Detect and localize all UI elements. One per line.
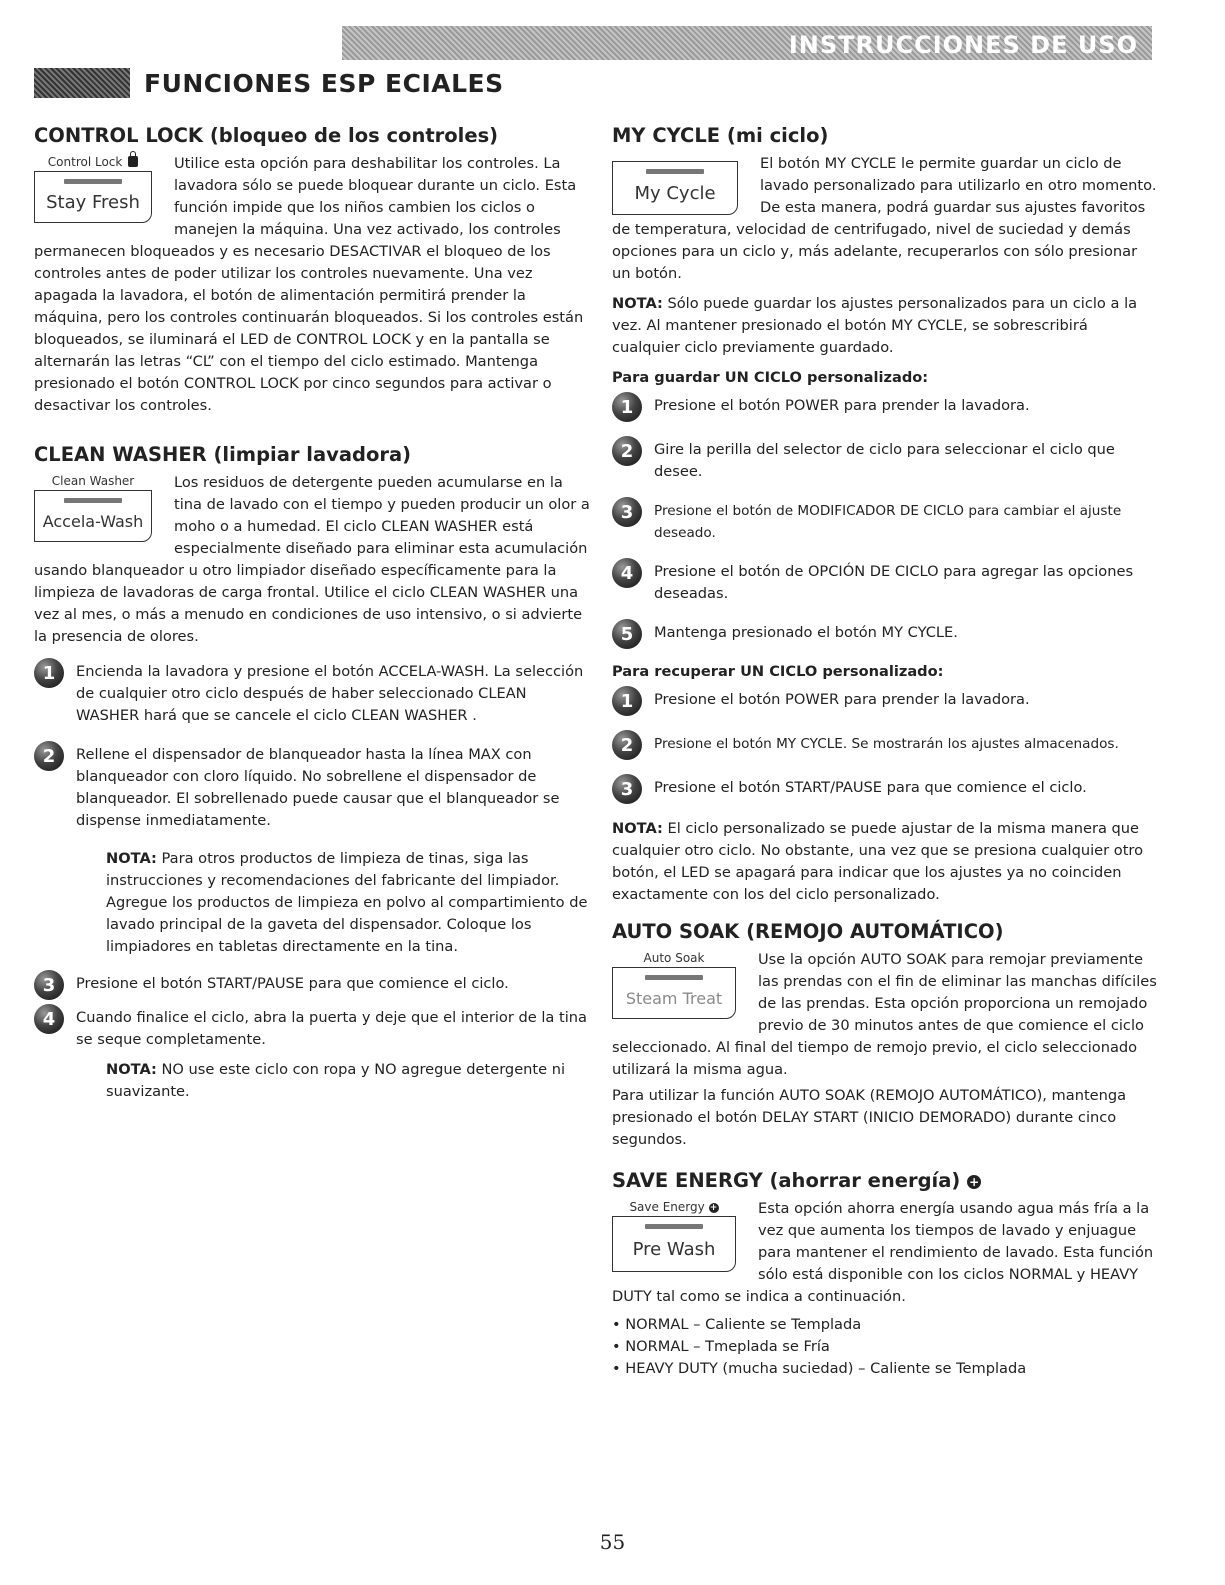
list-item: 3 Presione el botón de MODIFICADOR DE CICLO para cambiar el ajuste deseado. (612, 497, 1160, 544)
save-cycle-steps (612, 392, 1160, 649)
list-item: 1 Presione el botón POWER para prender la lavadora. (612, 686, 1160, 716)
auto-soak-text: Use la opción AUTO SOAK para remojar previamente las prendas con el fin de eliminar las manchas difíciles de las prendas. Esta opción proporciona un remojado previo de 30 minutos antes de que comience el ciclo seleccionado. Al final del tiempo de remojo previo, el ciclo seleccionado utilizará la misma agua. (612, 951, 1157, 1078)
control-lock-panel (34, 153, 152, 223)
save-energy-heading: SAVE ENERGY (ahorrar energía) + (612, 1169, 980, 1192)
recall-cycle-steps (612, 686, 1160, 804)
clean-washer-note-2: NOTA: NO use este ciclo con ropa y NO agregue detergente ni suavizante. (106, 1061, 566, 1100)
save-energy-text: Esta opción ahorra energía usando agua más fría a la vez que aumenta los tiempos de lavado y enjuague para mantener el rendimiento de lavado. Esta función sólo está disponible con los ciclos NORMAL y HEAVY DUTY tal como se indica a continuación. (612, 1200, 1154, 1305)
my-cycle-button[interactable]: My Cycle (612, 161, 738, 215)
list-item: 4 Presione el botón de OPCIÓN DE CICLO para agregar las opciones deseadas. (612, 558, 1160, 605)
auto-soak-heading: AUTO SOAK (REMOJO AUTOMÁTICO) (612, 920, 1004, 943)
led-indicator (645, 1224, 703, 1229)
my-cycle-heading: MY CYCLE (mi ciclo) (612, 124, 829, 147)
step-number-icon: 3 (612, 774, 642, 804)
my-cycle-panel (612, 161, 738, 215)
clean-washer-section (34, 443, 592, 1103)
step-number-icon: 3 (34, 970, 64, 1000)
save-energy-panel (612, 1198, 736, 1272)
list-item: • NORMAL – Caliente se Templada (612, 1314, 1160, 1336)
my-cycle-section (612, 124, 1160, 906)
save-energy-list (612, 1314, 1160, 1380)
lock-icon (128, 156, 138, 167)
control-lock-text: Utilice esta opción para deshabilitar los controles. La lavadora sólo se puede bloquear durante un ciclo. Esta función impide que los niños cambien los ciclos o manejen la máquina. Una vez activado, los controles permanecen bloqueados y es necesario DESACTIVAR el bloqueo de los controles antes de poder utilizar los controles nuevamente. Una vez apagada la lavadora, el botón de alimentación permitirá prender la máquina, pero los controles continuarán bloqueados. Si los controles están bloqueados, se iluminará el LED de CONTROL LOCK y en la pantalla se alternarán las letras “CL” con el tiempo del ciclo estimado. Mantenga presionado el botón CONTROL LOCK por cinco segundos para activar o desactivar los controles. (34, 155, 584, 414)
control-lock-panel-label: Control Lock (34, 153, 152, 171)
step-number-icon: 2 (612, 730, 642, 760)
clean-washer-steps-2 (34, 970, 592, 1051)
auto-soak-panel (612, 949, 736, 1019)
list-item: • NORMAL – Tmeplada se Fría (612, 1336, 1160, 1358)
right-column (612, 124, 1160, 1406)
pre-wash-button[interactable]: Pre Wash (612, 1216, 736, 1272)
led-indicator (646, 169, 704, 174)
step-number-icon: 2 (34, 741, 64, 771)
list-item: 2 Presione el botón MY CYCLE. Se mostrarán los ajustes almacenados. (612, 730, 1160, 760)
list-item: 1 Encienda la lavadora y presione el botón ACCELA-WASH. La selección de cualquier otro ciclo después de haber seleccionado CLEAN WASHER hará que se cancele el ciclo CLEAN WASHER . (34, 658, 592, 727)
clean-washer-heading: CLEAN WASHER (limpiar lavadora) (34, 443, 412, 466)
clean-washer-steps (34, 658, 592, 832)
step-number-icon: 3 (612, 497, 642, 527)
my-cycle-note: NOTA: Sólo puede guardar los ajustes personalizados para un ciclo a la vez. Al mantener presionado el botón MY CYCLE, se sobrescribirá cualquier ciclo previamente guardado. (612, 295, 1138, 356)
plus-icon: + (709, 1202, 718, 1213)
save-cycle-heading: Para guardar UN CICLO personalizado: (612, 369, 929, 386)
my-cycle-note-2: NOTA: El ciclo personalizado se puede ajustar de la misma manera que cualquier otro ciclo. No obstante, una vez que se presiona cualquier otro botón, el LED se apagará para indicar que los ajustes ya no coinciden exactamente con los del ciclo personalizado. (612, 820, 1144, 903)
step-number-icon: 2 (612, 436, 642, 466)
step-number-icon: 4 (612, 558, 642, 588)
step-number-icon: 4 (34, 1004, 64, 1034)
left-column (34, 124, 592, 1129)
list-item: 4 Cuando finalice el ciclo, abra la puerta y deje que el interior de la tina se seque completamente. (34, 1004, 592, 1051)
header-band-title: INSTRUCCIONES DE USO (788, 31, 1138, 59)
clean-washer-panel-label: Clean Washer (51, 474, 135, 488)
control-lock-section (34, 124, 592, 417)
clean-washer-text: Los residuos de detergente pueden acumularse en la tina de lavado con el tiempo y pueden producir un olor a moho o a humedad. El ciclo CLEAN WASHER está especialmente diseñado para eliminar esta acumulación usando blanqueador u otro limpiador diseñado específicamente para la limpieza de lavadoras de carga frontal. Utilice el ciclo CLEAN WASHER una vez al mes, o más a menudo en condiciones de uso intensivo, o si advierte la presencia de olores. (34, 474, 590, 645)
list-item: 3 Presione el botón START/PAUSE para que comience el ciclo. (34, 970, 592, 1000)
led-indicator (645, 975, 703, 980)
control-lock-heading: CONTROL LOCK (bloqueo de los controles) (34, 124, 499, 147)
page-title-row (34, 66, 504, 100)
step-number-icon: 5 (612, 619, 642, 649)
clean-washer-note-1: NOTA: Para otros productos de limpieza de tinas, siga las instrucciones y recomendaciones del fabricante del limpiador. Agregue los productos de limpieza en polvo al compartimiento de lavado principal de la gaveta del dispensador. Coloque los limpiadores en tabletas directamente en la tina. (106, 850, 588, 955)
auto-soak-section (612, 920, 1160, 1151)
list-item: 2 Rellene el dispensador de blanqueador hasta la línea MAX con blanqueador con cloro líquido. No sobrellene el dispensador de blanqueador. El sobrellenado puede causar que el blanqueador se dispense inmediatamente. (34, 741, 592, 832)
save-energy-section (612, 1169, 1160, 1380)
auto-soak-panel-label: Auto Soak (643, 951, 705, 965)
page-title: FUNCIONES ESP ECIALES (144, 68, 504, 98)
list-item: 3 Presione el botón START/PAUSE para que comience el ciclo. (612, 774, 1160, 804)
step-number-icon: 1 (612, 392, 642, 422)
auto-soak-text-2: Para utilizar la función AUTO SOAK (REMOJO AUTOMÁTICO), mantenga presionado el botón DELAY START (INICIO DEMORADO) durante cinco segundos. (612, 1087, 1127, 1148)
clean-washer-panel (34, 472, 152, 542)
plus-icon: + (969, 1174, 980, 1189)
step-number-icon: 1 (34, 658, 64, 688)
list-item: • HEAVY DUTY (mucha suciedad) – Caliente se Templada (612, 1358, 1160, 1380)
stay-fresh-button[interactable]: Stay Fresh (34, 171, 152, 223)
steam-treat-button[interactable]: Steam Treat (612, 967, 736, 1019)
title-marker (34, 68, 130, 98)
my-cycle-text: El botón MY CYCLE le permite guardar un ciclo de lavado personalizado para utilizarlo en otro momento. De esta manera, podrá guardar sus ajustes favoritos de temperatura, velocidad de centrifugado, nivel de suciedad y demás opciones para un ciclo y, más adelante, recuperarlos con sólo presionar un botón. (612, 155, 1157, 282)
page-number: 55 (599, 1530, 626, 1554)
recall-cycle-heading: Para recuperar UN CICLO personalizado: (612, 663, 944, 680)
accela-wash-button[interactable]: Accela-Wash (34, 490, 152, 542)
list-item: 2 Gire la perilla del selector de ciclo para seleccionar el ciclo que desee. (612, 436, 1160, 483)
list-item: 5 Mantenga presionado el botón MY CYCLE. (612, 619, 1160, 649)
save-energy-panel-label: Save Energy + (629, 1200, 718, 1214)
step-number-icon: 1 (612, 686, 642, 716)
header-band (342, 26, 1152, 60)
led-indicator (64, 498, 122, 503)
led-indicator (64, 179, 122, 184)
list-item: 1 Presione el botón POWER para prender la lavadora. (612, 392, 1160, 422)
